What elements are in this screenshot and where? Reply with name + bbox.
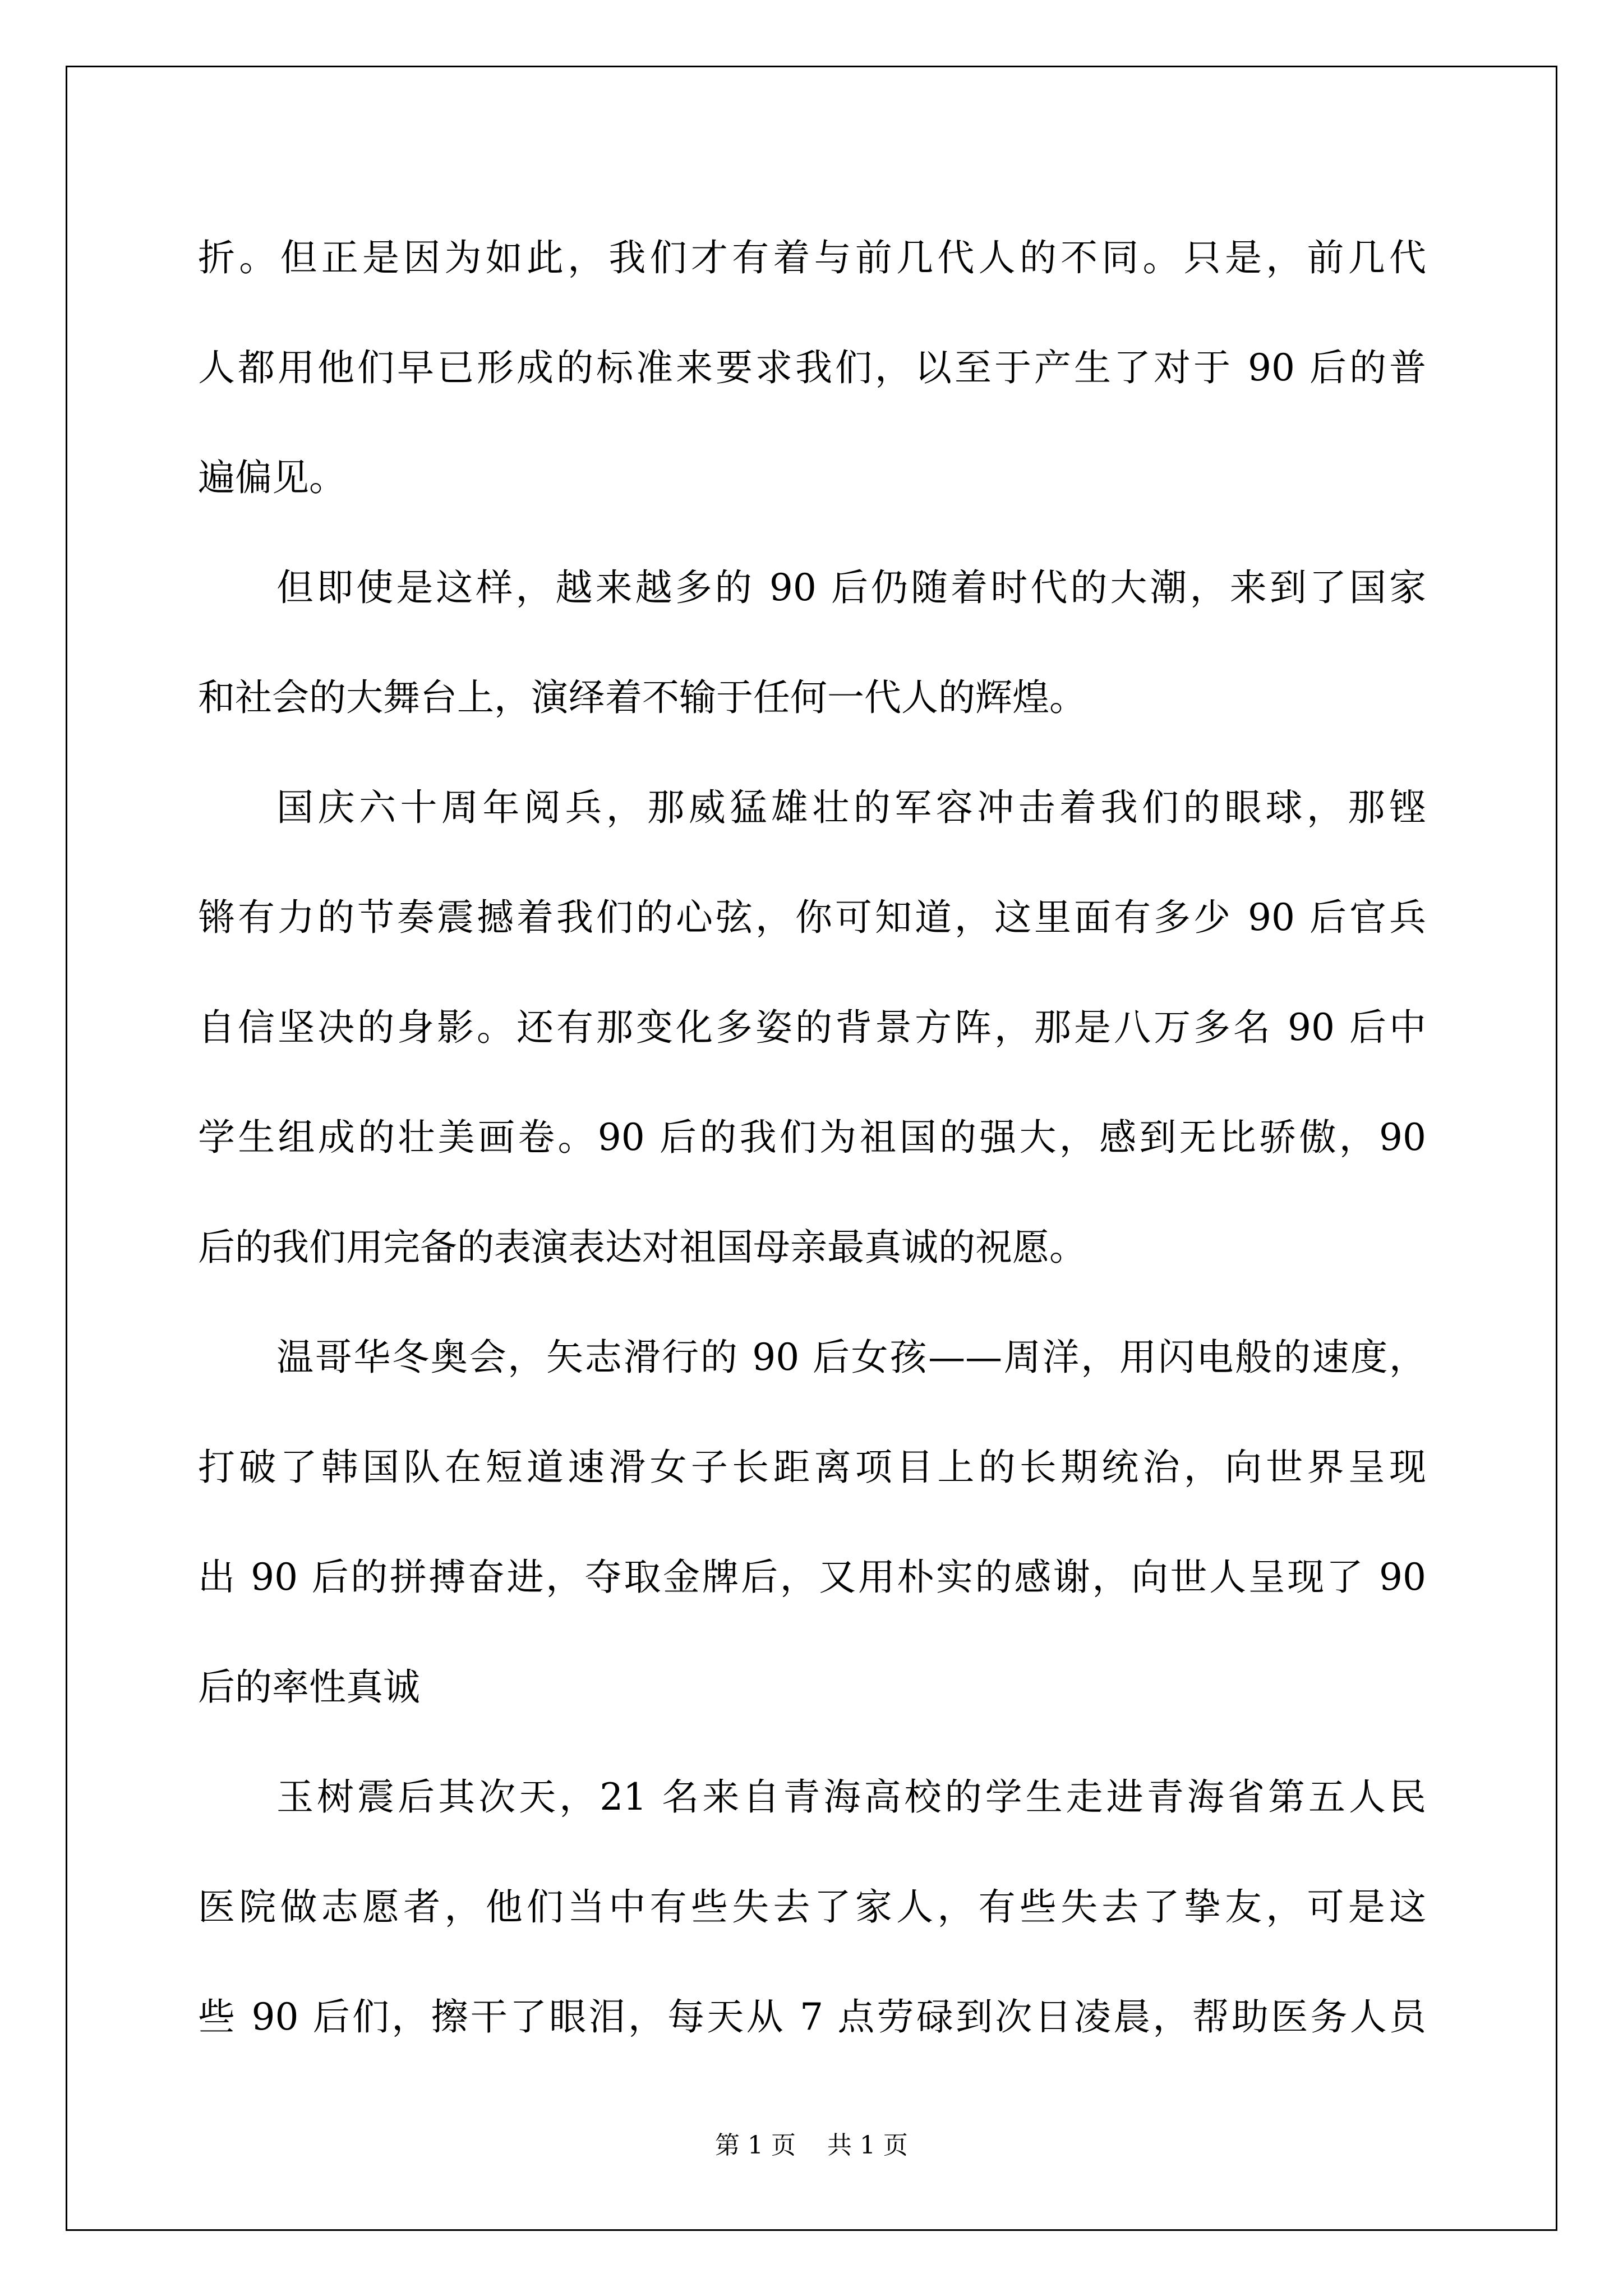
text-line: 出 90 后的拼搏奋进，夺取金牌后，又用朴实的感谢，向世人呈现了 90 <box>198 1556 1426 1599</box>
text-line: 打破了韩国队在短道速滑女子长距离项目上的长期统治，向世界呈现 <box>198 1446 1426 1489</box>
text-line: 国庆六十周年阅兵，那威猛雄壮的军容冲击着我们的眼球，那铿 <box>276 786 1426 829</box>
text-line: 但即使是这样，越来越多的 90 后仍随着时代的大潮，来到了国家 <box>276 566 1426 609</box>
text-line: 温哥华冬奥会，矢志滑行的 90 后女孩——周洋，用闪电般的速度， <box>276 1336 1426 1379</box>
text-line: 医院做志愿者，他们当中有些失去了家人，有些失去了挚友，可是这 <box>198 1885 1426 1929</box>
text-line: 学生组成的壮美画卷。90 后的我们为祖国的强大，感到无比骄傲，90 <box>198 1116 1426 1159</box>
page-number-footer: 第 1 页 共 1 页 <box>715 2131 908 2160</box>
text-line: 遍偏见。 <box>198 456 346 499</box>
text-line: 和社会的大舞台上，演绎着不输于任何一代人的辉煌。 <box>198 676 1086 719</box>
text-line: 折。但正是因为如此，我们才有着与前几代人的不同。只是，前几代 <box>198 236 1426 279</box>
text-line: 玉树震后其次天，21 名来自青海高校的学生走进青海省第五人民 <box>276 1775 1426 1819</box>
text-line: 后的我们用完备的表演表达对祖国母亲最真诚的祝愿。 <box>198 1226 1086 1269</box>
text-line: 锵有力的节奏震撼着我们的心弦，你可知道，这里面有多少 90 后官兵 <box>198 896 1426 939</box>
text-line: 自信坚决的身影。还有那变化多姿的背景方阵，那是八万多名 90 后中 <box>198 1006 1426 1049</box>
text-line: 人都用他们早已形成的标准来要求我们，以至于产生了对于 90 后的普 <box>198 346 1426 389</box>
document-body <box>198 203 1426 2072</box>
text-line: 些 90 后们，擦干了眼泪，每天从 7 点劳碌到次日凌晨，帮助医务人员 <box>198 1995 1426 2039</box>
text-line: 后的率性真诚 <box>198 1665 420 1709</box>
